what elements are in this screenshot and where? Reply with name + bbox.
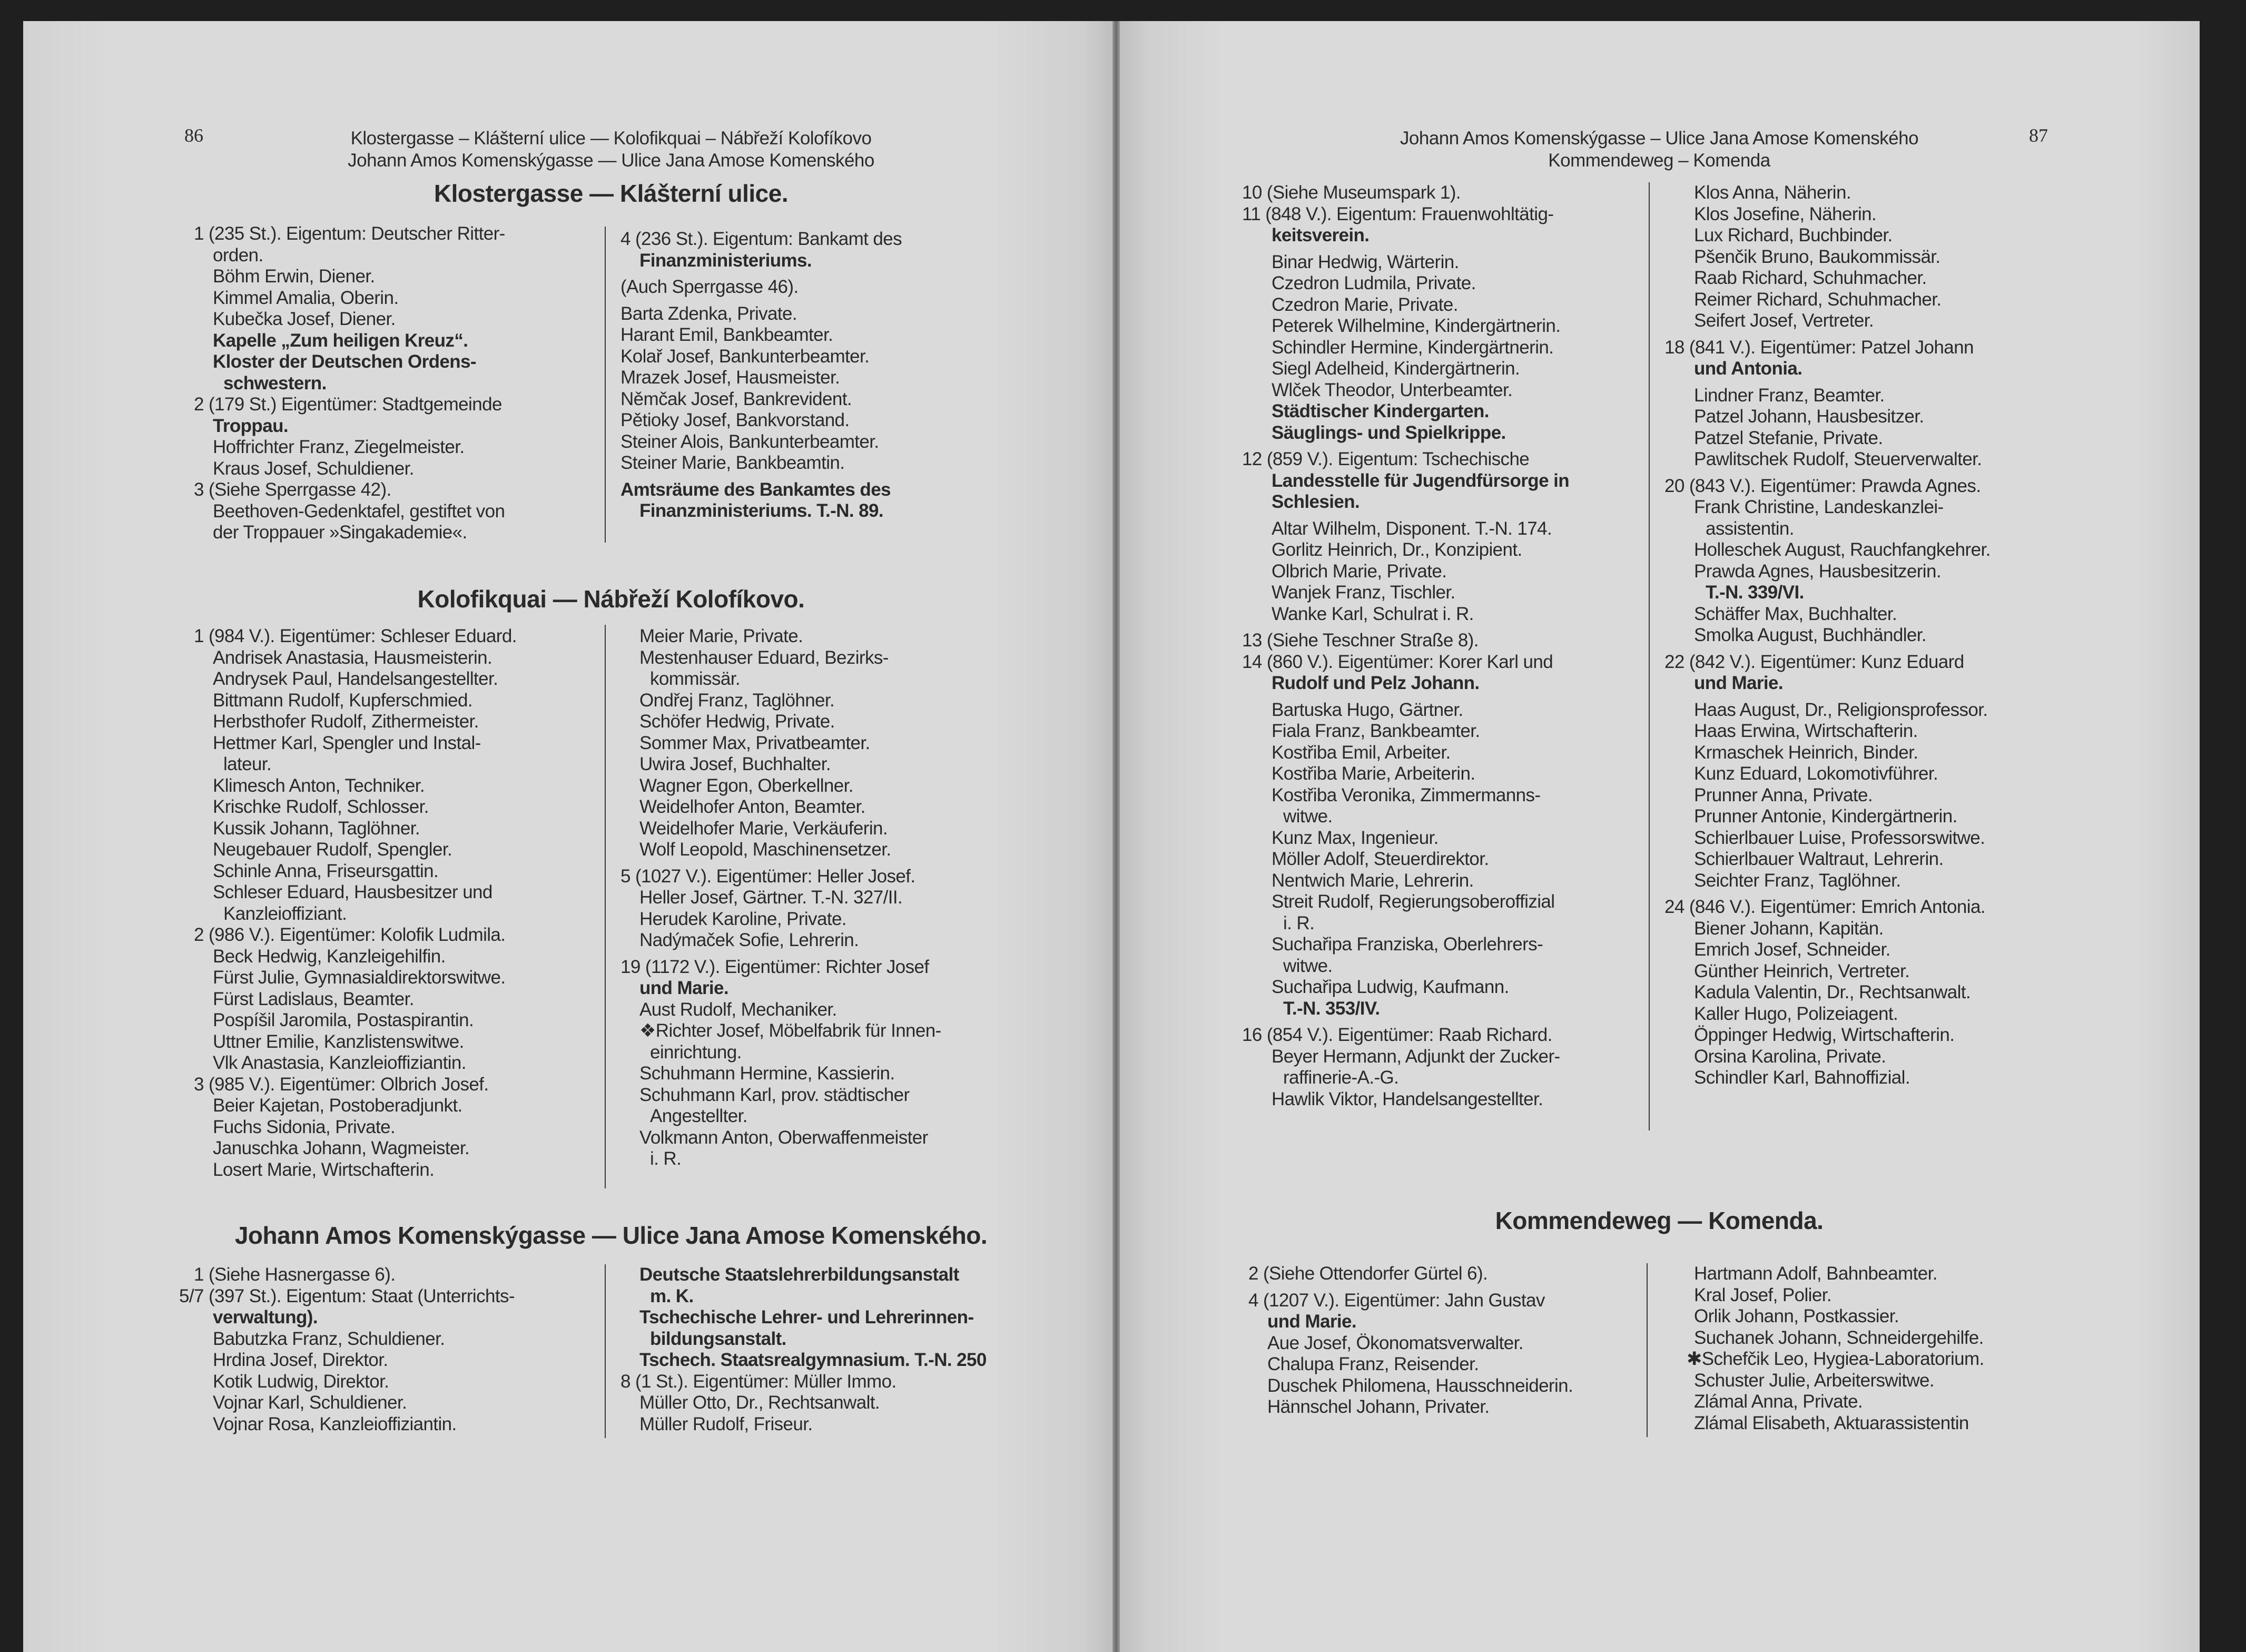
entry-line: Uttner Emilie, Kanzlistenswitwe.: [213, 1031, 464, 1052]
entry-line: Frank Christine, Landeskanzlei-: [1694, 497, 1944, 517]
entry-line: Schlesien.: [1272, 491, 1360, 512]
entry-line: Patzel Johann, Hausbesitzer.: [1694, 406, 1924, 427]
entry-line: 8 (1 St.). Eigentümer: Müller Immo.: [620, 1371, 897, 1392]
entry-line: verwaltung).: [213, 1307, 318, 1328]
entry-line: 13 (Siehe Teschner Straße 8).: [1242, 630, 1479, 651]
entry-line: Zlámal Anna, Private.: [1694, 1391, 1863, 1412]
entry-line: i. R.: [650, 1148, 682, 1169]
entry-line: Säuglings- und Spielkrippe.: [1272, 422, 1506, 443]
entry-line: Kunz Eduard, Lokomotivführer.: [1694, 763, 1938, 784]
entry-line: Haas August, Dr., Religionsprofessor.: [1694, 699, 1988, 720]
entry-line: Weidelhofer Marie, Verkäuferin.: [639, 818, 888, 839]
column-klostergasse-b: [620, 229, 902, 522]
entry-line: Kadula Valentin, Dr., Rechtsanwalt.: [1694, 982, 1971, 1002]
entry-line: 24 (846 V.). Eigentümer: Emrich Antonia.: [1664, 897, 1985, 917]
entry-line: Januschka Johann, Wagmeister.: [213, 1138, 470, 1158]
entry-line: Orsina Karolina, Private.: [1694, 1046, 1886, 1067]
entry-line: Herbsthofer Rudolf, Zithermeister.: [213, 711, 479, 732]
entry-line: Kostřiba Marie, Arbeiterin.: [1272, 763, 1475, 784]
running-header-left: [242, 127, 980, 172]
entry-line: Reimer Richard, Schuhmacher.: [1694, 289, 1942, 310]
column-kommendeweg-b: [1664, 1263, 1984, 1434]
entry-line: 1 (984 V.). Eigentümer: Schleser Eduard.: [194, 626, 517, 646]
entry-line: 1 (Siehe Hasnergasse 6).: [194, 1264, 396, 1285]
entry-line: Beck Hedwig, Kanzleigehilfin.: [213, 946, 446, 967]
entry-line: orden.: [213, 244, 263, 266]
entry-line: 14 (860 V.). Eigentümer: Korer Karl und: [1242, 651, 1553, 672]
entry-line: Wanjek Franz, Tischler.: [1272, 582, 1455, 603]
entry-line: Beyer Hermann, Adjunkt der Zucker-: [1272, 1046, 1560, 1067]
entry-line: Prunner Anna, Private.: [1694, 784, 1873, 805]
running-header-left-line2: Johann Amos Komenskýgasse — Ulice Jana Amose Komenského: [348, 150, 874, 171]
entry-line: Kaller Hugo, Polizeiagent.: [1694, 1003, 1898, 1024]
entry-line: Fürst Ladislaus, Beamter.: [213, 988, 414, 1009]
entry-line: Harant Emil, Bankbeamter.: [620, 324, 833, 345]
entry-line: 3 (Siehe Sperrgasse 42).: [194, 479, 391, 500]
entry-line: Klos Anna, Näherin.: [1694, 182, 1851, 203]
entry-line: und Marie.: [1694, 673, 1784, 693]
entry-line: einrichtung.: [650, 1041, 742, 1063]
entry-line: Beier Kajetan, Postoberadjunkt.: [213, 1095, 462, 1116]
entry-line: Duschek Philomena, Hausschneiderin.: [1267, 1375, 1573, 1396]
entry-line: Müller Otto, Dr., Rechtsanwalt.: [639, 1392, 880, 1413]
entry-line: keitsverein.: [1272, 225, 1370, 245]
entry-line: Kussik Johann, Taglöhner.: [213, 818, 420, 839]
entry-line: Beethoven-Gedenktafel, gestiftet von: [213, 500, 505, 522]
entry-line: Kostřiba Emil, Arbeiter.: [1272, 742, 1451, 763]
column-divider: [1647, 1263, 1648, 1437]
entry-line: Vojnar Rosa, Kanzleioffiziantin.: [213, 1413, 457, 1434]
entry-line: Aust Rudolf, Mechaniker.: [639, 999, 837, 1020]
entry-line: Volkmann Anton, Oberwaffenmeister: [639, 1127, 928, 1148]
entry-line: Mrazek Josef, Hausmeister.: [620, 367, 840, 388]
entry-line: Schierlbauer Luise, Professorswitwe.: [1694, 827, 1985, 848]
entry-line: Pawlitschek Rudolf, Steuerverwalter.: [1694, 449, 1982, 469]
entry-line: Möller Adolf, Steuerdirektor.: [1272, 849, 1489, 869]
entry-line: Finanzministeriums.: [639, 250, 812, 271]
entry-line: Prawda Agnes, Hausbesitzerin.: [1694, 560, 1941, 582]
running-header-right: [1301, 127, 2017, 172]
entry-line: lateur.: [223, 754, 272, 774]
entry-line: Suchanek Johann, Schneidergehilfe.: [1694, 1327, 1984, 1348]
entry-line: Biener Johann, Kapitän.: [1694, 918, 1884, 939]
entry-line: assistentin.: [1706, 518, 1794, 539]
running-header-right-line2: Kommendeweg – Komenda: [1548, 150, 1770, 171]
entry-line: Nentwich Marie, Lehrerin.: [1272, 870, 1474, 891]
entry-line: 16 (854 V.). Eigentümer: Raab Richard.: [1242, 1025, 1552, 1045]
entry-line: Czedron Ludmila, Private.: [1272, 273, 1476, 293]
entry-line: Schuster Julie, Arbeiterswitwe.: [1694, 1370, 1935, 1391]
entry-line: Meier Marie, Private.: [639, 626, 803, 646]
entry-line: i. R.: [1283, 912, 1315, 933]
entry-line: Angestellter.: [650, 1106, 747, 1126]
entry-line: Aue Josef, Ökonomatsverwalter.: [1267, 1332, 1523, 1353]
page-number-right: 87: [2029, 125, 2048, 146]
entry-line: Němčak Josef, Bankrevident.: [620, 388, 852, 409]
entry-line: Fürst Julie, Gymnasialdirektorswitwe.: [213, 967, 506, 988]
column-divider: [605, 1264, 606, 1438]
entry-line: Nadýmaček Sofie, Lehrerin.: [639, 930, 859, 950]
entry-line: Ondřej Franz, Taglöhner.: [639, 690, 835, 711]
entry-line: Altar Wilhelm, Disponent. T.-N. 174.: [1272, 518, 1552, 539]
entry-line: Städtischer Kindergarten.: [1272, 401, 1489, 421]
entry-line: und Marie.: [639, 978, 729, 998]
entry-line: Schierlbauer Waltraut, Lehrerin.: [1694, 849, 1944, 869]
entry-line: Seichter Franz, Taglöhner.: [1694, 870, 1901, 891]
entry-line: Babutzka Franz, Schuldiener.: [213, 1328, 445, 1349]
entry-line: der Troppauer »Singakademie«.: [213, 522, 467, 543]
entry-line: Klos Josefine, Näherin.: [1694, 203, 1877, 224]
entry-line: Kral Josef, Polier.: [1694, 1284, 1831, 1305]
entry-line: Gorlitz Heinrich, Dr., Konzipient.: [1272, 539, 1522, 560]
column-kommendeweg-a: [1248, 1263, 1573, 1418]
entry-line: Suchařipa Franziska, Oberlehrers-: [1272, 934, 1543, 955]
entry-line: Kloster der Deutschen Ordens-: [213, 351, 476, 372]
entry-line: 22 (842 V.). Eigentümer: Kunz Eduard: [1664, 651, 1964, 672]
column-klostergasse-a: [194, 223, 505, 544]
entry-line: 20 (843 V.). Eigentümer: Prawda Agnes.: [1664, 475, 1981, 496]
entry-line: kommissär.: [650, 668, 740, 689]
entry-line: Hoffrichter Franz, Ziegelmeister.: [213, 437, 465, 457]
entry-line: 1 (235 St.). Eigentum: Deutscher Ritter-: [194, 223, 505, 244]
entry-line: und Marie.: [1267, 1311, 1357, 1332]
entry-line: Kimmel Amalia, Oberin.: [213, 287, 399, 308]
entry-line: Vlk Anastasia, Kanzleioffiziantin.: [213, 1053, 466, 1073]
entry-line: Smolka August, Buchhändler.: [1694, 625, 1927, 645]
entry-line: Olbrich Marie, Private.: [1272, 560, 1447, 582]
entry-line: Fuchs Sidonia, Private.: [213, 1116, 396, 1137]
entry-line: Binar Hedwig, Wärterin.: [1272, 251, 1459, 272]
entry-line: Lux Richard, Buchbinder.: [1694, 225, 1893, 245]
entry-line: bildungsanstalt.: [650, 1328, 786, 1349]
entry-line: Sommer Max, Privatbeamter.: [639, 732, 870, 753]
entry-line: Schleser Eduard, Hausbesitzer und: [213, 882, 492, 902]
section-title-kommendeweg: Kommendeweg — Komenda.: [1495, 1207, 1824, 1234]
column-komenskygasse-b: [620, 1264, 987, 1435]
entry-line: Finanzministeriums. T.-N. 89.: [639, 500, 883, 521]
entry-line: Schindler Karl, Bahnoffizial.: [1694, 1067, 1910, 1088]
entry-line: 3 (985 V.). Eigentümer: Olbrich Josef.: [194, 1074, 489, 1095]
column-divider: [1649, 182, 1650, 1130]
entry-line: Amtsräume des Bankamtes des: [620, 479, 891, 500]
entry-line: 11 (848 V.). Eigentum: Frauenwohltätig-: [1242, 203, 1554, 224]
entry-line: Patzel Stefanie, Private.: [1694, 427, 1883, 448]
entry-line: Pětioky Josef, Bankvorstand.: [620, 410, 850, 430]
entry-line: Vojnar Karl, Schuldiener.: [213, 1392, 407, 1413]
entry-line: Suchařipa Ludwig, Kaufmann.: [1272, 977, 1509, 997]
entry-line: Prunner Antonie, Kindergärtnerin.: [1694, 806, 1957, 827]
entry-line: Schindler Hermine, Kindergärtnerin.: [1272, 337, 1554, 358]
entry-line: Kunz Max, Ingenieur.: [1272, 827, 1439, 848]
entry-line: Holleschek August, Rauchfangkehrer.: [1694, 539, 1991, 560]
entry-line: 18 (841 V.). Eigentümer: Patzel Johann: [1664, 337, 1974, 358]
entry-line: raffinerie-A.-G.: [1283, 1067, 1399, 1088]
entry-line: Seifert Josef, Vertreter.: [1694, 310, 1874, 331]
entry-line: 5/7 (397 St.). Eigentum: Staat (Unterrichts-: [179, 1285, 515, 1306]
entry-line: Öppinger Hedwig, Wirtschafterin.: [1694, 1025, 1955, 1045]
entry-line: Neugebauer Rudolf, Spengler.: [213, 839, 452, 860]
entry-line: Schuhmann Hermine, Kassierin.: [639, 1063, 895, 1084]
entry-line: Steiner Alois, Bankunterbeamter.: [620, 431, 879, 452]
entry-line: Herudek Karoline, Private.: [639, 908, 846, 929]
running-header-right-line1: Johann Amos Komenskýgasse – Ulice Jana Amose Komenského: [1400, 128, 1919, 149]
entry-line: Krmaschek Heinrich, Binder.: [1694, 742, 1918, 763]
column-komensky-right-b: [1664, 182, 1991, 1089]
entry-line: ❖Richter Josef, Möbelfabrik für Innen-: [639, 1020, 941, 1041]
entry-line: 4 (236 St.). Eigentum: Bankamt des: [620, 229, 902, 249]
entry-line: Steiner Marie, Bankbeamtin.: [620, 453, 845, 473]
column-divider: [605, 227, 606, 543]
entry-line: 2 (986 V.). Eigentümer: Kolofik Ludmila.: [194, 925, 506, 945]
entry-line: T.-N. 339/VI.: [1706, 582, 1804, 603]
entry-line: Haas Erwina, Wirtschafterin.: [1694, 721, 1918, 741]
entry-line: Günther Heinrich, Vertreter.: [1694, 960, 1910, 981]
entry-line: Kotik Ludwig, Direktor.: [213, 1371, 389, 1392]
entry-line: Tschech. Staatsrealgymnasium. T.-N. 250: [639, 1350, 987, 1370]
book-gutter: [1112, 21, 1120, 1652]
entry-line: Pospíšil Jaromila, Postaspirantin.: [213, 1010, 474, 1030]
entry-line: Andrisek Anastasia, Hausmeisterin.: [213, 647, 492, 668]
column-komensky-right-a: [1242, 182, 1569, 1110]
entry-line: Schäffer Max, Buchhalter.: [1694, 603, 1897, 624]
entry-line: Weidelhofer Anton, Beamter.: [639, 796, 865, 817]
entry-line: Pšenčik Bruno, Baukommissär.: [1694, 246, 1940, 267]
entry-line: Krischke Rudolf, Schlosser.: [213, 796, 429, 817]
entry-line: Hartmann Adolf, Bahnbeamter.: [1694, 1263, 1937, 1284]
entry-line: Kanzleioffiziant.: [223, 903, 347, 924]
entry-line: Deutsche Staatslehrerbildungsanstalt: [639, 1264, 959, 1285]
entry-line: Klimesch Anton, Techniker.: [213, 775, 425, 796]
section-title-komenskygasse: Johann Amos Komenskýgasse — Ulice Jana Amose Komenského.: [234, 1222, 988, 1249]
entry-line: Heller Josef, Gärtner. T.-N. 327/II.: [639, 887, 903, 908]
section-title-klostergasse: Klostergasse — Klášterní ulice.: [434, 180, 789, 207]
entry-line: Troppau.: [213, 415, 288, 436]
entry-line: 2 (Siehe Ottendorfer Gürtel 6).: [1248, 1263, 1488, 1284]
entry-line: Fiala Franz, Bankbeamter.: [1272, 721, 1480, 741]
section-title-kolofikquai: Kolofikquai — Nábřeží Kolofíkovo.: [417, 585, 805, 613]
entry-line: Wolf Leopold, Maschinensetzer.: [639, 839, 891, 860]
entry-line: Uwira Josef, Buchhalter.: [639, 754, 831, 774]
entry-line: m. K.: [650, 1285, 694, 1306]
entry-line: Kostřiba Veronika, Zimmermanns-: [1272, 784, 1541, 805]
entry-line: Zlámal Elisabeth, Aktuarassistentin: [1694, 1412, 1969, 1433]
page-number-left: 86: [184, 125, 203, 146]
entry-line: 5 (1027 V.). Eigentümer: Heller Josef.: [620, 866, 915, 887]
entry-line: Hrdina Josef, Direktor.: [213, 1350, 388, 1370]
entry-line: witwe.: [1283, 955, 1333, 976]
entry-line: Landesstelle für Jugendfürsorge in: [1272, 470, 1569, 491]
entry-line: Tschechische Lehrer- und Lehrerinnen-: [639, 1307, 974, 1328]
entry-line: Raab Richard, Schuhmacher.: [1694, 268, 1927, 288]
entry-line: Losert Marie, Wirtschafterin.: [213, 1159, 435, 1180]
entry-line: ✱Schefčik Leo, Hygiea-Laboratorium.: [1687, 1349, 1984, 1369]
entry-line: schwestern.: [223, 372, 327, 394]
entry-line: Siegl Adelheid, Kindergärtnerin.: [1272, 358, 1520, 379]
entry-line: Wagner Egon, Oberkellner.: [639, 775, 853, 796]
entry-line: Lindner Franz, Beamter.: [1694, 385, 1885, 406]
column-kolofikquai-b: [620, 626, 941, 1170]
entry-line: Chalupa Franz, Reisender.: [1267, 1354, 1479, 1374]
entry-line: Barta Zdenka, Private.: [620, 303, 797, 324]
entry-line: Emrich Josef, Schneider.: [1694, 939, 1890, 960]
column-kolofikquai-a: [194, 626, 517, 1181]
entry-line: Orlik Johann, Postkassier.: [1694, 1306, 1899, 1326]
entry-line: Hännschel Johann, Privater.: [1267, 1397, 1490, 1417]
entry-line: Czedron Marie, Private.: [1272, 294, 1458, 315]
entry-line: 12 (859 V.). Eigentum: Tschechische: [1242, 449, 1530, 469]
entry-line: 10 (Siehe Museumspark 1).: [1242, 182, 1461, 203]
entry-line: T.-N. 353/IV.: [1283, 998, 1380, 1019]
entry-line: Bittmann Rudolf, Kupferschmied.: [213, 690, 473, 711]
entry-line: Hawlik Viktor, Handelsangestellter.: [1272, 1088, 1543, 1109]
entry-line: Rudolf und Pelz Johann.: [1272, 673, 1480, 693]
running-header-left-line1: Klostergasse – Klášterní ulice — Kolofikquai – Nábřeží Kolofíkovo: [350, 128, 872, 149]
entry-line: Peterek Wilhelmine, Kindergärtnerin.: [1272, 316, 1561, 336]
entry-line: Wlček Theodor, Unterbeamter.: [1272, 379, 1513, 400]
entry-line: Schöfer Hedwig, Private.: [639, 711, 835, 732]
entry-line: Kolař Josef, Bankunterbeamter.: [620, 346, 870, 367]
entry-line: und Antonia.: [1694, 358, 1802, 379]
entry-line: (Auch Sperrgasse 46).: [620, 277, 799, 297]
entry-line: Kapelle „Zum heiligen Kreuz“.: [213, 330, 468, 351]
entry-line: Hettmer Karl, Spengler und Instal-: [213, 732, 481, 753]
entry-line: Kraus Josef, Schuldiener.: [213, 458, 414, 479]
column-komenskygasse-a: [179, 1264, 515, 1435]
entry-line: Böhm Erwin, Diener.: [213, 266, 375, 287]
entry-line: Müller Rudolf, Friseur.: [639, 1413, 813, 1434]
entry-line: 4 (1207 V.). Eigentümer: Jahn Gustav: [1248, 1290, 1545, 1311]
entry-line: Streit Rudolf, Regierungsoberoffizial: [1272, 891, 1555, 912]
entry-line: Schuhmann Karl, prov. städtischer: [639, 1084, 910, 1105]
entry-line: Mestenhauser Eduard, Bezirks-: [639, 647, 889, 668]
entry-line: Kubečka Josef, Diener.: [213, 309, 396, 329]
entry-line: Wanke Karl, Schulrat i. R.: [1272, 603, 1474, 624]
entry-line: witwe.: [1283, 806, 1333, 827]
entry-line: Andrysek Paul, Handelsangestellter.: [213, 668, 498, 689]
entry-line: Bartuska Hugo, Gärtner.: [1272, 699, 1463, 720]
entry-line: Schinle Anna, Friseursgattin.: [213, 860, 439, 881]
column-divider: [605, 625, 606, 1188]
entry-line: 2 (179 St.) Eigentümer: Stadtgemeinde: [194, 394, 502, 415]
entry-line: 19 (1172 V.). Eigentümer: Richter Josef: [620, 956, 929, 977]
